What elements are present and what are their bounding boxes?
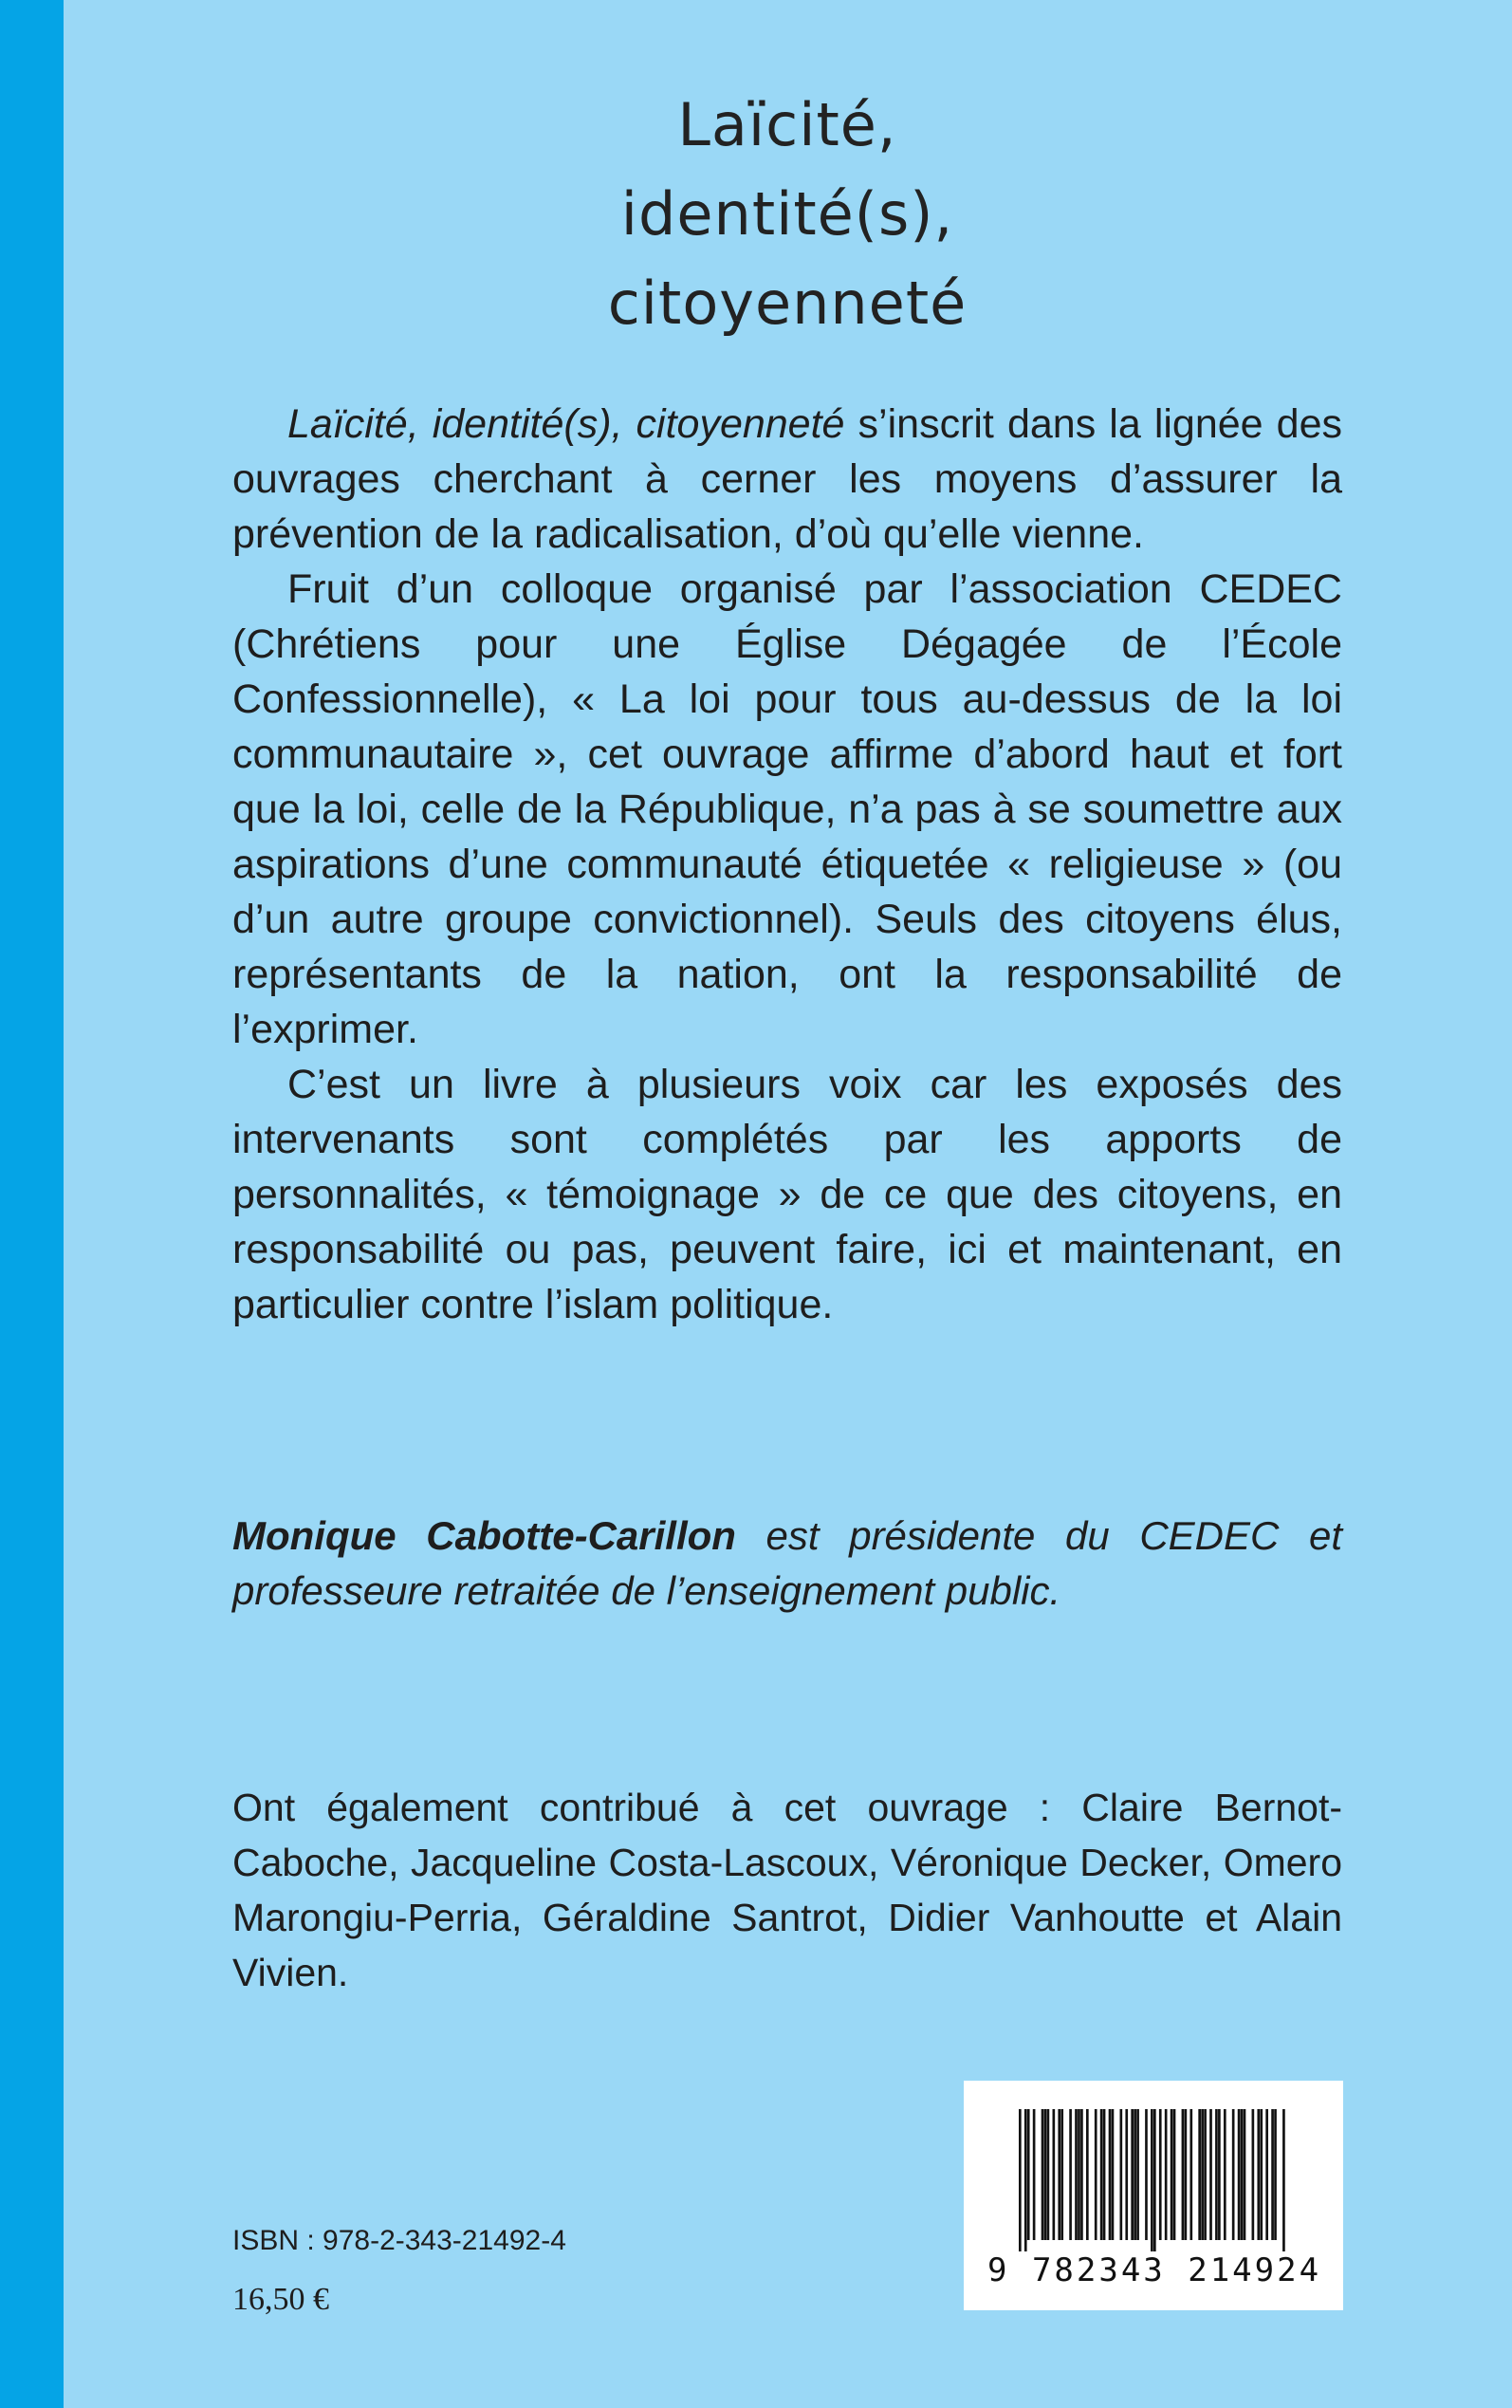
barcode-bar (1042, 2109, 1044, 2240)
book-title (503, 81, 1072, 348)
barcode-bar (1241, 2109, 1244, 2240)
barcode-bar (1257, 2109, 1260, 2240)
barcode-bar (1060, 2109, 1063, 2240)
barcode-bar (1103, 2109, 1106, 2240)
blurb-paragraph-1 (232, 397, 1342, 562)
barcode-bar (1086, 2109, 1089, 2240)
barcode-bar (1238, 2109, 1241, 2240)
barcode-bar (1282, 2109, 1285, 2251)
barcode-bar (1185, 2109, 1188, 2240)
blurb-p1-text: s’inscrit dans la lignée des ouvrages cherchant à cerner les moyens d’assurer la prévention de la radicalisation, d’où qu’elle vienne. (232, 401, 1342, 557)
barcode-bar (1024, 2109, 1027, 2251)
barcode-bar (1145, 2109, 1148, 2240)
barcode-bar (1271, 2109, 1274, 2240)
barcode-bar (1165, 2109, 1168, 2240)
barcode-bar (1125, 2109, 1128, 2240)
isbn: ISBN : 978-2-343-21492-4 (232, 2225, 566, 2256)
barcode-bar (1151, 2109, 1153, 2251)
barcode-bar (1053, 2109, 1056, 2240)
barcode (964, 2081, 1343, 2310)
price: 16,50 € (232, 2282, 329, 2317)
blurb-paragraph-2: Fruit d’un colloque organisé par l’association CEDEC (Chrétiens pour une Église Dégagée de l’École Confessionnelle), « La loi pour tous au-dessus de la loi communautaire », cet ouvrage affirme d’abord haut et fort que la loi, celle de la République, n’a pas à se soumettre aux aspirations d’une communauté étiquetée « religieuse » (ou d’un autre groupe convictionnel). Seuls des citoyens élus, représentants de la nation, ont la responsabilité de l’exprimer. (232, 566, 1342, 1052)
barcode-bar (1182, 2109, 1185, 2240)
barcode-bar (1120, 2109, 1123, 2240)
barcode-bar (1204, 2109, 1207, 2240)
contributors-note: Ont également contribué à cet ouvrage : Claire Bernot-Caboche, Jacqueline Costa-Lascoux, Véronique Decker, Omero Marongiu-Perria, Géraldine Santrot, Didier Vanhoutte et Alain Vivien. (232, 1786, 1342, 1994)
barcode-bar (1265, 2109, 1268, 2240)
barcode-bar (1215, 2109, 1218, 2240)
barcode-bar (1252, 2109, 1255, 2240)
barcode-bar (1075, 2109, 1078, 2240)
barcode-bar (1173, 2109, 1176, 2240)
barcode-digits: 9 782343 214924 (987, 2251, 1322, 2289)
barcode-bar (1027, 2109, 1030, 2240)
barcode-bar (1260, 2109, 1263, 2240)
author-name: Monique Cabotte-Carillon (232, 1513, 736, 1558)
barcode-bar (1189, 2109, 1192, 2240)
title-line-3: citoyenneté (607, 269, 968, 338)
blurb-title-italic: Laïcité, identité(s), citoyenneté (287, 401, 845, 447)
barcode-bar (1218, 2109, 1221, 2240)
author-bio (232, 1509, 1342, 1619)
barcode-bar (1201, 2109, 1204, 2240)
barcode-bar (1109, 2109, 1112, 2240)
barcode-bar (1134, 2109, 1136, 2240)
barcode-bar (1058, 2109, 1060, 2240)
barcode-bar (1224, 2109, 1226, 2240)
barcode-bar (1078, 2109, 1080, 2240)
author-description: est présidente du CEDEC et professeure retraitée de l’enseignement public. (232, 1513, 1342, 1613)
barcode-bar (1171, 2109, 1173, 2240)
barcode-bar (1131, 2109, 1134, 2240)
title-line-1: Laïcité, (677, 90, 897, 159)
barcode-bar (1244, 2109, 1246, 2240)
barcode-bar (1198, 2109, 1201, 2240)
barcode-bar (1209, 2109, 1212, 2240)
barcode-bar (1112, 2109, 1115, 2240)
barcode-bar (1047, 2109, 1050, 2240)
title-line-2: identité(s), (620, 179, 954, 249)
barcode-bar (1044, 2109, 1047, 2240)
barcode-bar (1019, 2109, 1022, 2251)
barcode-bar (1153, 2109, 1156, 2251)
barcode-bar (1069, 2109, 1072, 2240)
spine-stripe (0, 0, 64, 2408)
barcode-bar (1080, 2109, 1083, 2240)
barcode-bar (1232, 2109, 1235, 2240)
barcode-bars (1019, 2109, 1288, 2251)
blurb (232, 397, 1342, 1332)
barcode-bar (1033, 2109, 1036, 2240)
blurb-paragraph-3: C’est un livre à plusieurs voix car les exposés des intervenants sont complétés par les apports de personnalités, « témoignage » de ce que des citoyens, en responsabilité ou pas, peuvent faire, ici et maintenant, en particulier contre l’islam politique. (232, 1062, 1342, 1327)
barcode-bar (1274, 2109, 1277, 2240)
barcode-bar (1095, 2109, 1097, 2240)
barcode-bar (1136, 2109, 1139, 2240)
barcode-bar (1159, 2109, 1162, 2240)
barcode-bar (1100, 2109, 1103, 2240)
